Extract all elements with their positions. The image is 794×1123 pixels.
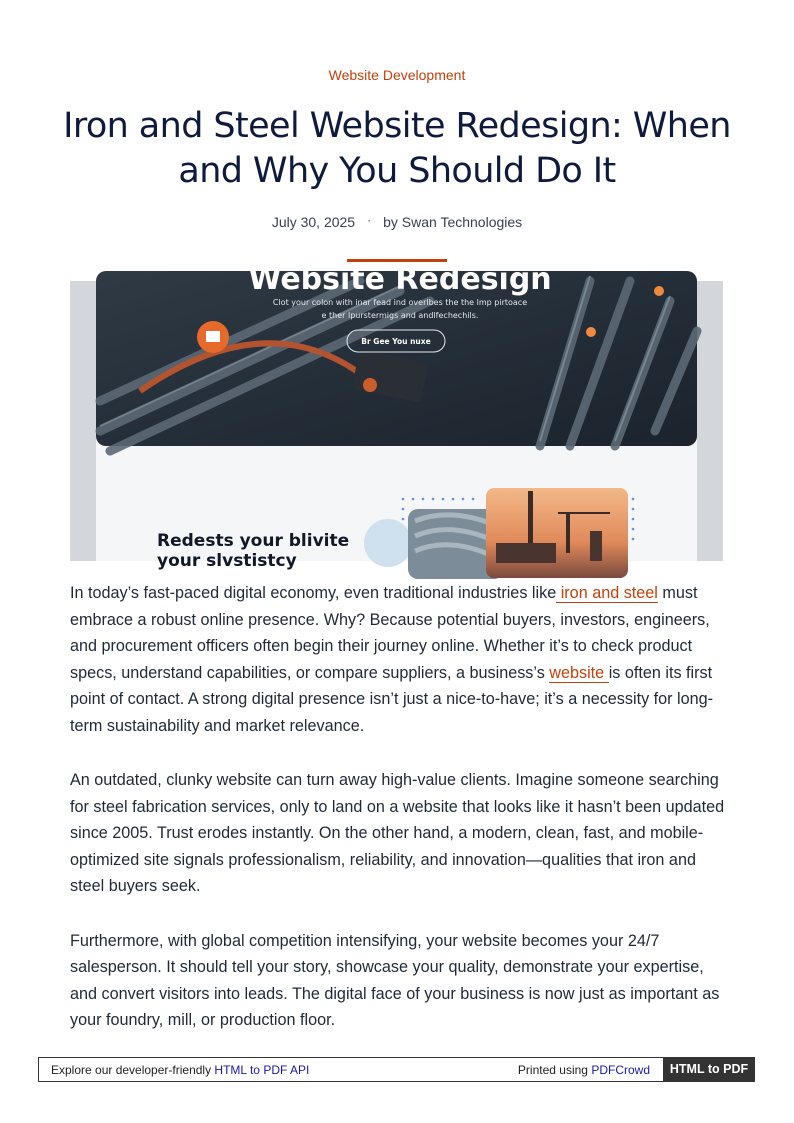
article-title: Iron and Steel Website Redesign: When and Why You Should Do It bbox=[63, 106, 731, 191]
footer-left-text: Explore our developer-friendly bbox=[51, 1063, 215, 1077]
pdfcrowd-link[interactable]: PDFCrowd bbox=[591, 1063, 650, 1077]
footer-right bbox=[518, 1063, 650, 1077]
hero-image bbox=[70, 262, 723, 571]
iron-and-steel-link[interactable]: iron and steel bbox=[556, 584, 658, 602]
website-link[interactable]: website bbox=[549, 663, 609, 682]
paragraph-2: An outdated, clunky website can turn away high-value clients. Imagine someone searching for steel fabrication services, only to land on a website that looks like it hasn’t been updated since 2005. Trust erodes instantly. On the other hand, a modern, clean, fast, and mobile-optimized site signals professionalism, reliability, and innovation—qualities that iron and steel buyers seek. bbox=[70, 771, 725, 895]
meta-separator: · bbox=[367, 213, 372, 227]
article-body bbox=[70, 580, 730, 1062]
paragraph-1 bbox=[70, 580, 730, 739]
article-meta bbox=[0, 214, 794, 230]
html-to-pdf-button[interactable]: HTML to PDF bbox=[663, 1057, 755, 1082]
banner-subtitle-1: Clot your colon with inar fead ind overlbes the the lmp pirtoace bbox=[272, 298, 528, 307]
hero-illustration bbox=[70, 262, 723, 571]
footer-right-text: Printed using bbox=[517, 1063, 592, 1077]
html-to-pdf-api-link[interactable]: HTML to PDF API bbox=[214, 1063, 310, 1077]
hero-section-heading-1: Redests your blivite bbox=[157, 531, 350, 551]
banner-subtitle-2: e ther lpurstermigs and andlfechechils. bbox=[321, 311, 479, 320]
p1-text-middle: must embrace a robust online presence. Why? Because potential buyers, investors, engineers, and procurement officers often begin their journey online. Whether it’s to check product specs, understand capabilities, or compare suppliers, a business’s bbox=[70, 584, 710, 682]
p1-text-end: is often its first point of contact. A strong digital presence isn’t just a nice-to-have; it’s a necessity for long-term sustainability and market relevance. bbox=[70, 663, 714, 735]
footer-left bbox=[51, 1063, 309, 1077]
steel-mill-photo bbox=[486, 488, 628, 578]
article-author[interactable]: by Swan Technologies bbox=[383, 214, 523, 230]
banner-heading: Website Redesign bbox=[248, 262, 552, 297]
banner-button-label: Br Gee You nuxe bbox=[361, 337, 431, 346]
hero-section-heading-2: your slvstistcy bbox=[157, 551, 297, 571]
pdf-footer-bar bbox=[38, 1057, 755, 1082]
article-date: July 30, 2025 bbox=[271, 214, 356, 230]
article-category[interactable]: Website Development bbox=[328, 67, 466, 83]
p1-text-start: In today’s fast-paced digital economy, even traditional industries like bbox=[70, 584, 557, 602]
paragraph-3: Furthermore, with global competition intensifying, your website becomes your 24/7 salesperson. It should tell your story, showcase your quality, demonstrate your expertise, and convert visitors into leads. The digital face of your business is now just as important as your foundry, mill, or production floor. bbox=[70, 931, 720, 1029]
